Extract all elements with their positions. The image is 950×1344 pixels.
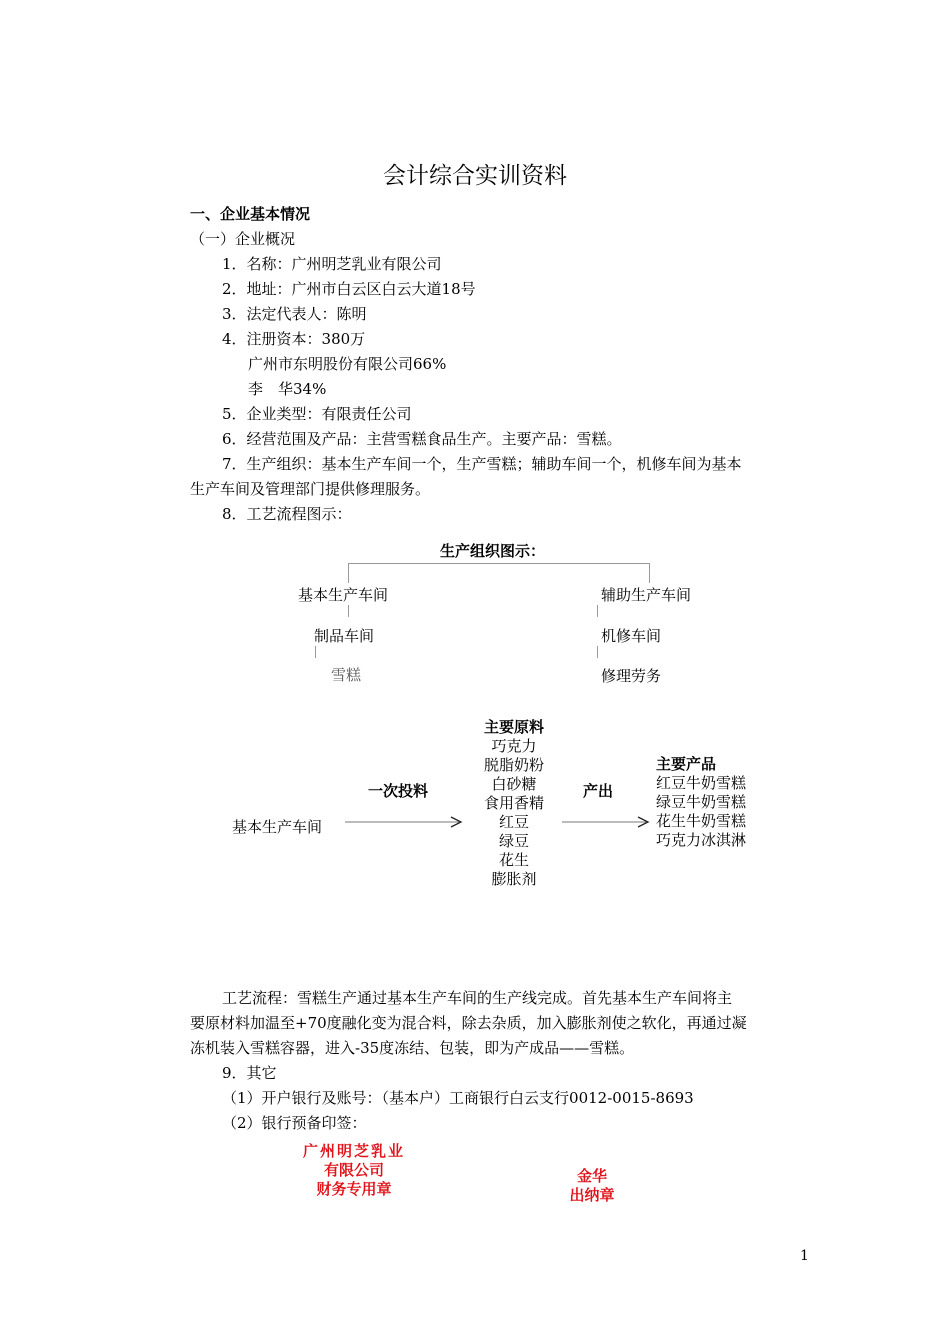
cashier-stamp	[550, 1167, 634, 1205]
craft-line1: 工艺流程：雪糕生产通过基本生产车间的生产线完成。首先基本生产车间将主	[222, 989, 733, 1007]
item-process-flow: 8．工艺流程图示：	[222, 505, 352, 523]
org-chart-title: 生产组织图示：	[440, 542, 546, 560]
section-heading: 一、企业基本情况	[190, 205, 311, 223]
org-chart-connector	[315, 646, 316, 658]
page-number: 1	[800, 1248, 809, 1264]
other-heading: 9．其它	[222, 1064, 277, 1082]
item-company-type: 5．企业类型：有限责任公司	[222, 405, 412, 423]
shareholder-2: 李 华34%	[248, 380, 327, 398]
arrow-right-icon	[562, 815, 652, 829]
org-chart-connector	[348, 563, 349, 583]
products-title: 主要产品	[656, 755, 717, 773]
material-item: 花生	[498, 851, 529, 869]
material-item: 食用香精	[483, 794, 544, 812]
material-item: 红豆	[498, 813, 529, 831]
arrow-right-icon	[345, 815, 465, 829]
item-organization-line1: 7．生产组织：基本生产车间一个，生产雪糕；辅助车间一个，机修车间为基本	[222, 455, 742, 473]
org-chart-connector	[348, 563, 649, 564]
materials-title: 主要原料	[483, 718, 544, 736]
subsection-heading: （一）企业概况	[190, 230, 296, 248]
org-repair-workshop: 机修车间	[601, 627, 662, 645]
material-item: 白砂糖	[491, 775, 537, 793]
item-legal-rep: 3．法定代表人：陈明	[222, 305, 367, 323]
material-item: 脱脂奶粉	[483, 756, 544, 774]
org-chart-connector	[597, 605, 598, 617]
craft-line3: 冻机装入雪糕容器，进入-35度冻结、包装，即为产成品——雪糕。	[190, 1039, 635, 1057]
finance-stamp-line: 广州明芝乳业	[302, 1142, 405, 1160]
product-item: 红豆牛奶雪糕	[656, 774, 747, 792]
product-item: 绿豆牛奶雪糕	[656, 793, 747, 811]
materials-list	[470, 718, 558, 889]
craft-line2: 要原材料加温至+70度融化变为混合料，除去杂质，加入膨胀剂使之软化，再通过凝	[190, 1014, 747, 1032]
shareholder-1: 广州市东明股份有限公司66%	[248, 355, 447, 373]
product-item: 巧克力冰淇淋	[656, 831, 747, 849]
finance-stamp-line: 有限公司	[323, 1161, 384, 1179]
org-chart-connector	[348, 605, 349, 617]
org-ice-cream: 雪糕	[331, 666, 362, 684]
process-source: 基本生产车间	[232, 818, 323, 836]
item-address: 2．地址：广州市白云区白云大道18号	[222, 280, 476, 298]
item-business-scope: 6．经营范围及产品：主营雪糕食品生产。主要产品：雪糕。	[222, 430, 622, 448]
cashier-stamp-line: 出纳章	[569, 1186, 615, 1204]
process-step-output: 产出	[583, 782, 614, 800]
org-chart-connector	[597, 646, 598, 658]
finance-stamp-line: 财务专用章	[316, 1180, 392, 1198]
org-product-workshop: 制品车间	[314, 627, 375, 645]
process-step-feed: 一次投料	[368, 782, 429, 800]
cashier-stamp-line: 金华	[576, 1167, 607, 1185]
org-chart-connector	[649, 563, 650, 583]
item-organization-line2: 生产车间及管理部门提供修理服务。	[190, 480, 431, 498]
org-repair-service: 修理劳务	[601, 667, 662, 685]
material-item: 膨胀剂	[491, 870, 537, 888]
material-item: 巧克力	[491, 737, 537, 755]
material-item: 绿豆	[498, 832, 529, 850]
org-auxiliary-workshop: 辅助生产车间	[601, 586, 692, 604]
finance-stamp	[290, 1142, 418, 1199]
products-list	[656, 755, 746, 850]
product-item: 花生牛奶雪糕	[656, 812, 747, 830]
org-basic-workshop: 基本生产车间	[298, 586, 389, 604]
item-capital: 4．注册资本：380万	[222, 330, 366, 348]
bank-seal-heading: （2）银行预备印签：	[222, 1114, 367, 1132]
item-name: 1．名称：广州明芝乳业有限公司	[222, 255, 442, 273]
page-title: 会计综合实训资料	[383, 163, 567, 189]
bank-account: （1）开户银行及账号：（基本户）工商银行白云支行0012-0015-8693	[222, 1089, 694, 1107]
